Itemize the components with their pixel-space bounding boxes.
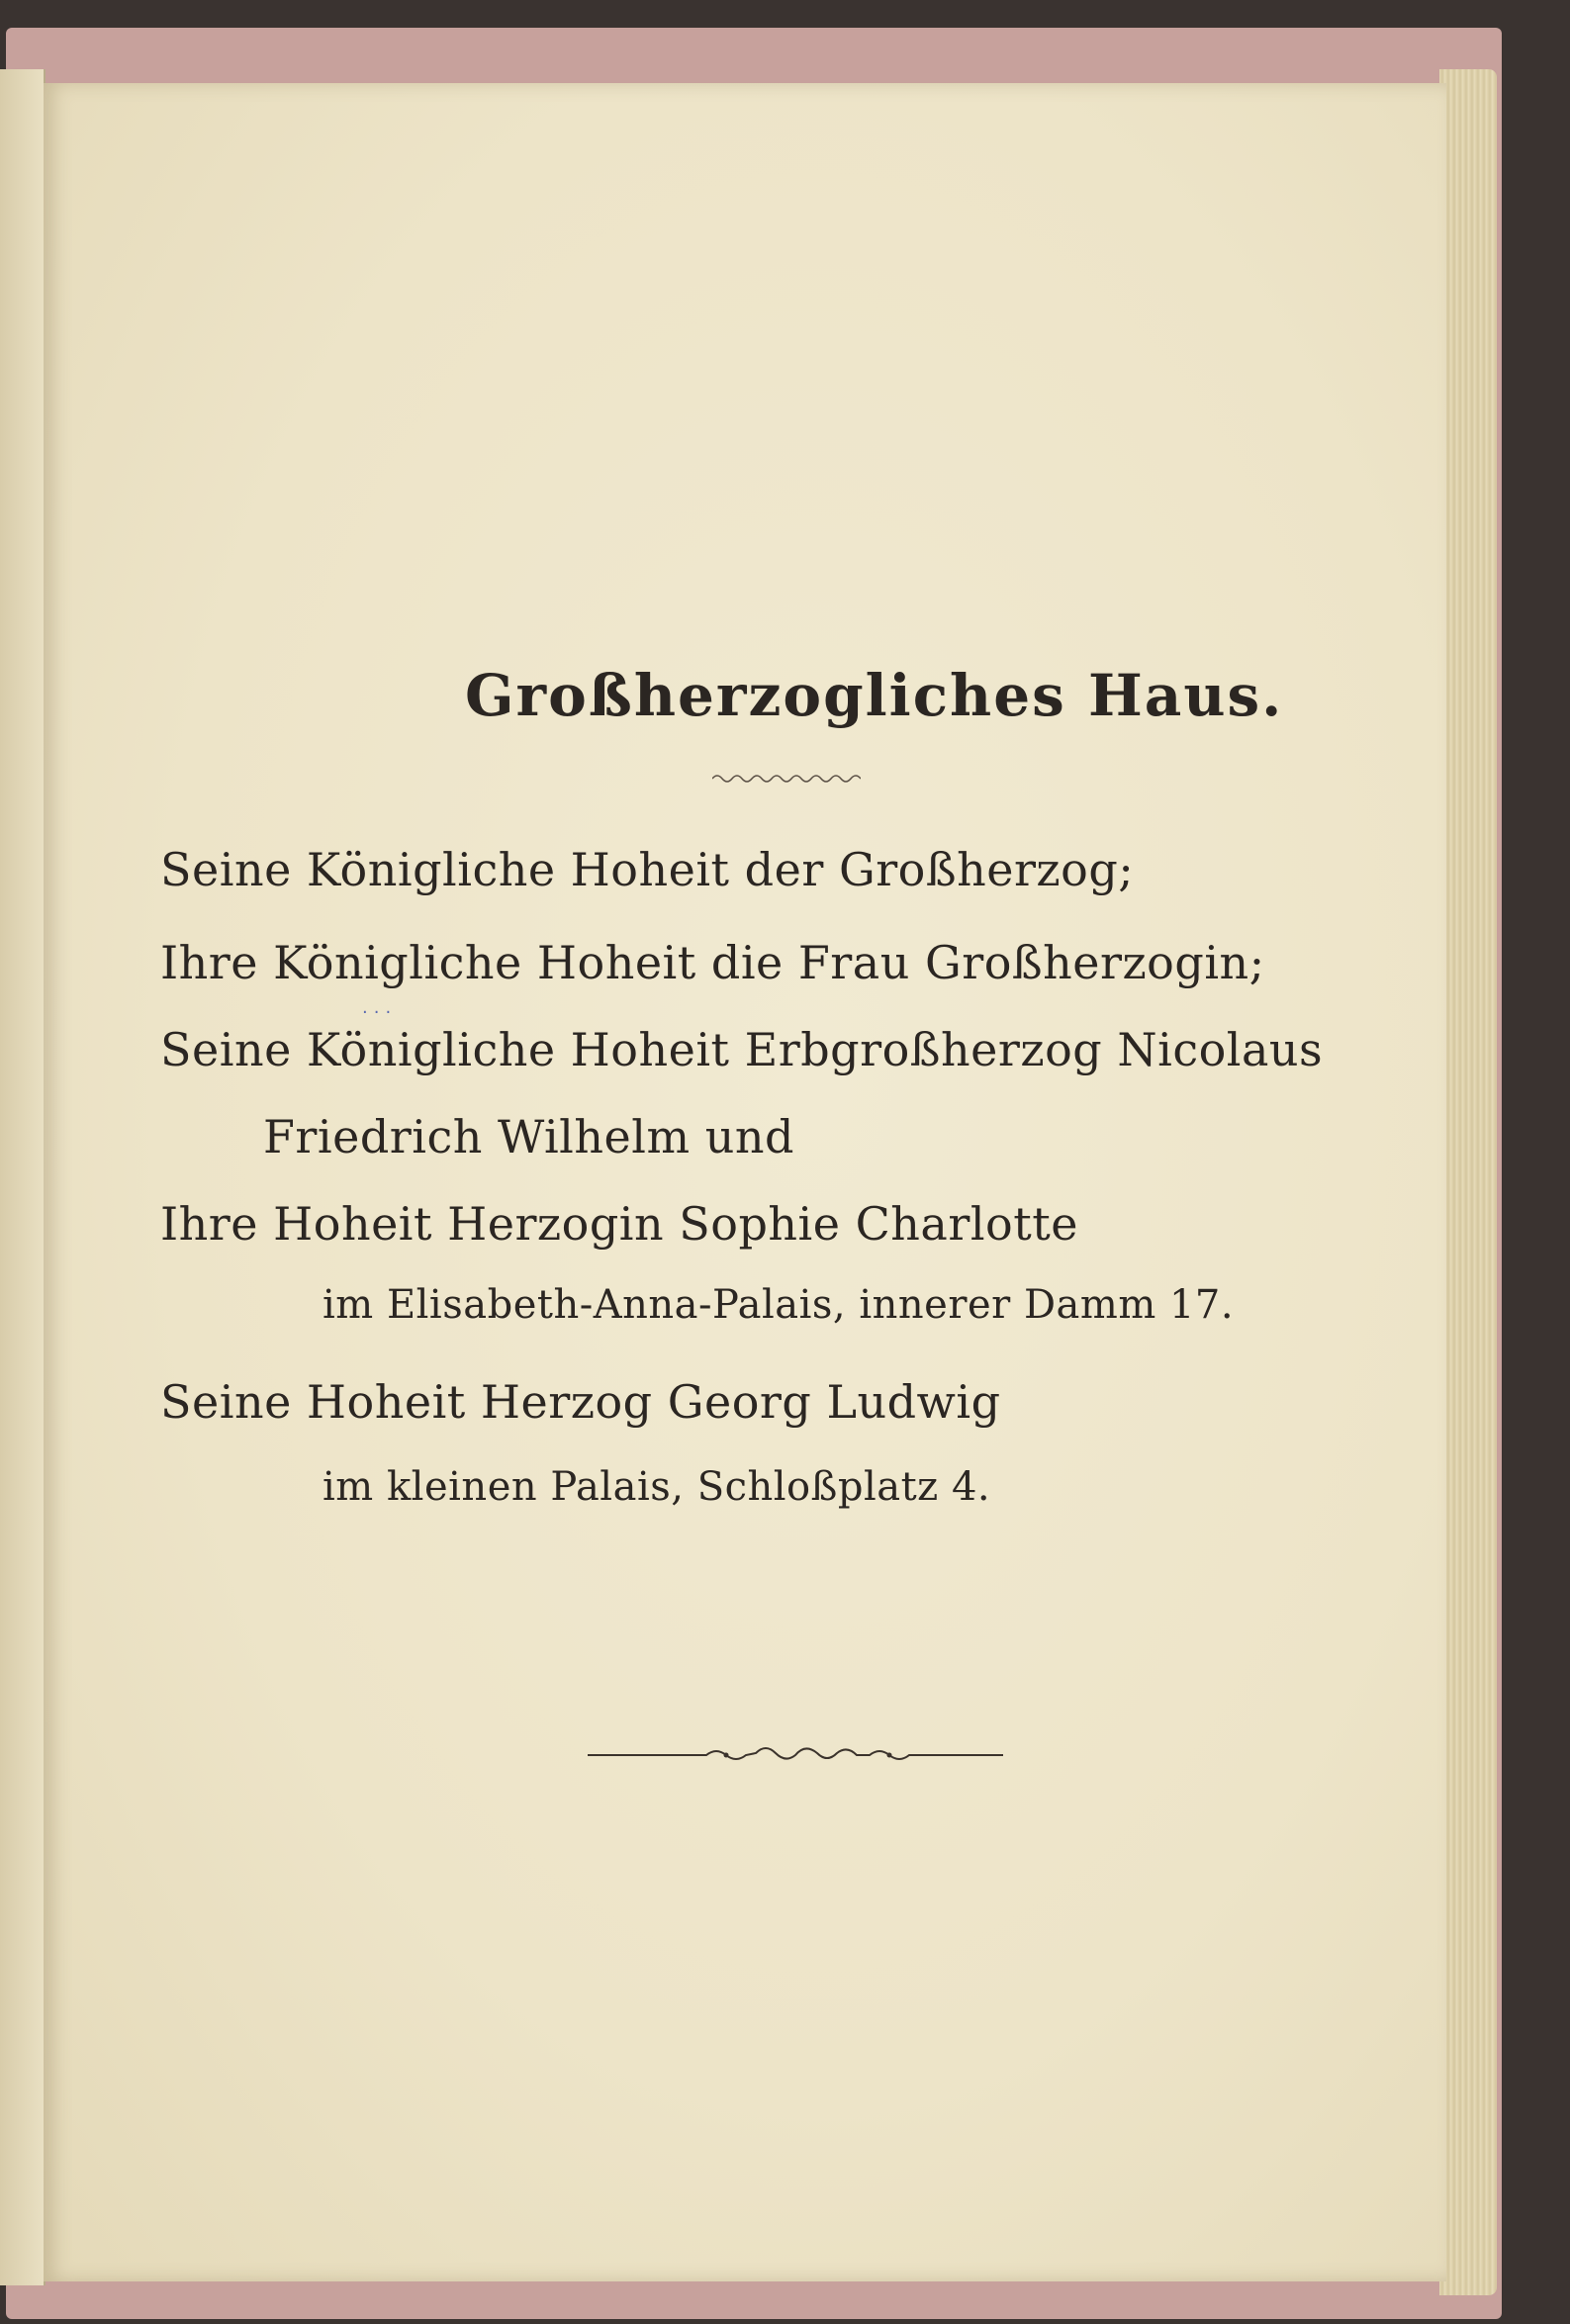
page-stack-edge	[1439, 69, 1497, 2295]
line-grand-duchess: Ihre Königliche Hoheit die Frau Großherzogin;	[160, 936, 1265, 989]
line-duke-georg: Seine Hoheit Herzog Georg Ludwig	[160, 1375, 1001, 1429]
ink-mark-icon: ···	[362, 1002, 398, 1023]
wavy-separator	[712, 773, 861, 785]
page-title: Großherzogliches Haus.	[465, 662, 1284, 729]
book-page	[44, 83, 1446, 2281]
line-hereditary-grand-duke: Seine Königliche Hoheit Erbgroßherzog Nicolaus	[160, 1023, 1324, 1076]
line-address-kleines-palais: im kleinen Palais, Schloßplatz 4.	[323, 1464, 991, 1510]
line-duchess-sophie: Ihre Hoheit Herzogin Sophie Charlotte	[160, 1197, 1078, 1251]
line-address-elisabeth-palais: im Elisabeth-Anna-Palais, innerer Damm 17.	[323, 1282, 1235, 1328]
left-page-edge	[0, 69, 46, 2285]
line-grand-duke: Seine Königliche Hoheit der Großherzog;	[160, 843, 1135, 896]
ornament-divider	[588, 1735, 1003, 1775]
line-friedrich-wilhelm: Friedrich Wilhelm und	[263, 1110, 794, 1163]
